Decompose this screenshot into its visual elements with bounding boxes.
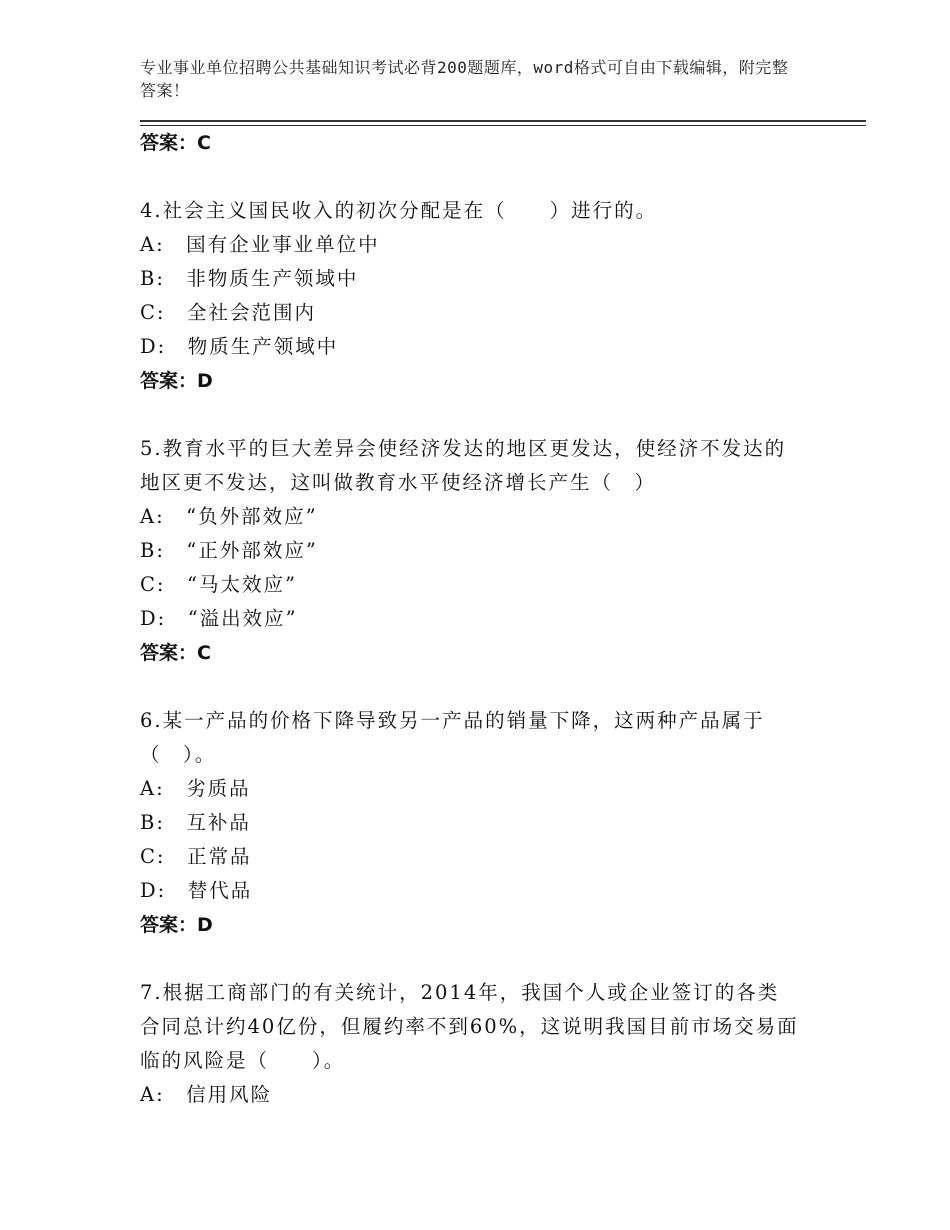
option-b: B: 非物质生产领域中	[140, 267, 359, 290]
answer: 答案：D	[140, 370, 213, 392]
answer: 答案：D	[140, 914, 213, 936]
option-c: C: 正常品	[140, 845, 252, 868]
question-stem: 6.某一产品的价格下降导致另一产品的销量下降，这两种产品属于（ ）。	[140, 709, 765, 766]
option-a: A: 国有企业事业单位中	[140, 233, 380, 256]
answer: 答案：C	[140, 642, 211, 664]
option-a: A: 劣质品	[140, 777, 251, 800]
question-4	[140, 194, 800, 398]
option-c: C: 全社会范围内	[140, 301, 316, 324]
header-divider-thick	[140, 120, 866, 122]
option-a: A: “负外部效应”	[140, 505, 318, 528]
option-d: D: 替代品	[140, 879, 253, 902]
option-b: B: “正外部效应”	[140, 539, 318, 562]
answer-q3: 答案：C	[140, 132, 211, 154]
option-a: A: 信用风险	[140, 1083, 273, 1106]
question-stem: 5.教育水平的巨大差异会使经济发达的地区更发达，使经济不发达的地区更不发达，这叫做教育水平使经济增长产生（ ）	[140, 437, 787, 494]
option-c: C: “马太效应”	[140, 573, 297, 596]
question-7	[140, 976, 800, 1112]
question-stem: 7.根据工商部门的有关统计，2014年，我国个人或企业签订的各类合同总计约40亿份，但履约率不到60%，这说明我国目前市场交易面临的风险是（ ）。	[140, 981, 799, 1072]
option-d: D: 物质生产领域中	[140, 335, 339, 358]
question-5	[140, 432, 800, 670]
document-header: 专业事业单位招聘公共基础知识考试必背200题题库，word格式可自由下载编辑，附完整答案！	[140, 58, 789, 100]
question-list	[140, 126, 800, 1112]
option-b: B: 互补品	[140, 811, 251, 834]
question-6	[140, 704, 800, 942]
option-d: D: “溢出效应”	[140, 607, 298, 630]
question-stem: 4.社会主义国民收入的初次分配是在（ ）进行的。	[140, 199, 658, 222]
